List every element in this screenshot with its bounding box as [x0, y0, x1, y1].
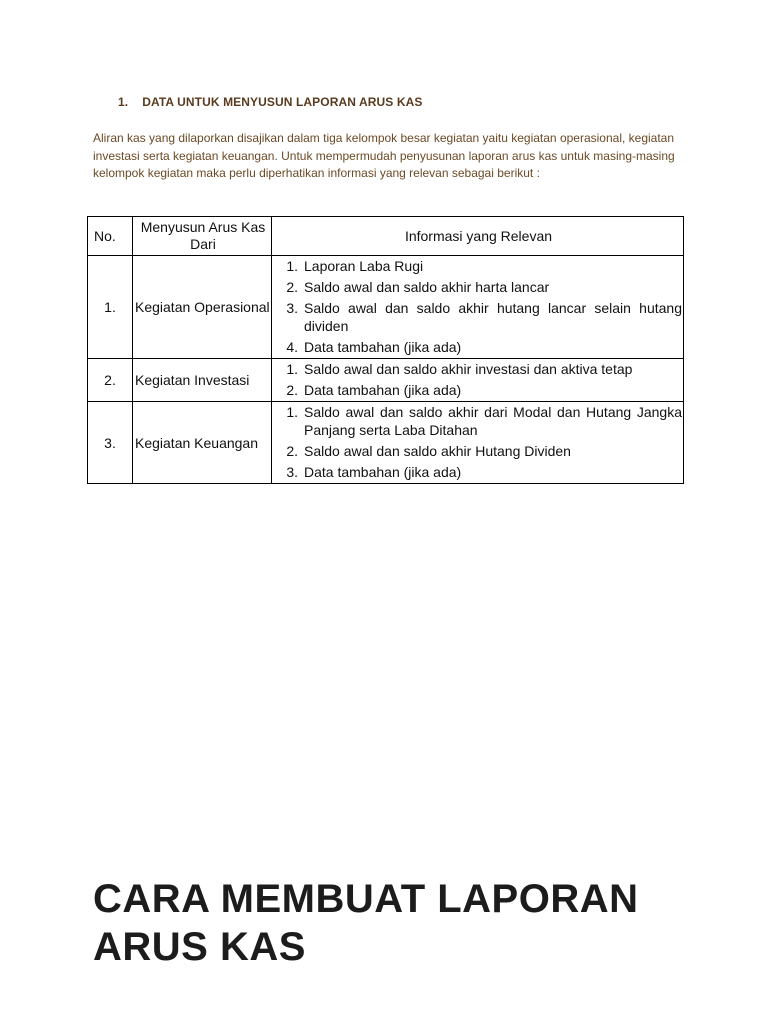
list-item: 1. Saldo awal dan saldo akhir investasi dan aktiva tetap — [286, 361, 633, 377]
list-item: 1. Saldo awal dan saldo akhir dari Modal dan Hutang Jangka Panjang serta Laba Ditahan — [286, 404, 682, 438]
info-list — [274, 359, 683, 401]
info-list — [274, 402, 683, 483]
list-item: 2. Saldo awal dan saldo akhir Hutang Dividen — [286, 443, 571, 459]
document-title — [93, 875, 639, 971]
row-source: Kegiatan Investasi — [133, 359, 272, 402]
row-number: 2. — [88, 359, 133, 402]
row-source: Kegiatan Operasional — [133, 256, 272, 359]
row-info — [272, 359, 684, 402]
list-item: 4. Data tambahan (jika ada) — [286, 339, 462, 355]
intro-paragraph: Aliran kas yang dilaporkan disajikan dalam tiga kelompok besar kegiatan yaitu kegiatan operasional, kegiatan investasi serta kegiatan keuangan. Untuk mempermudah penyusunan laporan arus kas untuk masing-masing kelompok kegiatan maka perlu diperhatikan informasi yang relevan sebagai berikut : — [93, 131, 675, 180]
table-row — [88, 359, 684, 402]
row-number: 3. — [88, 402, 133, 484]
header-source: Menyusun Arus Kas Dari — [133, 217, 272, 256]
list-item: 3. Data tambahan (jika ada) — [286, 464, 462, 480]
table-row — [88, 256, 684, 359]
section-number: 1. — [118, 95, 129, 109]
document-title-line2: ARUS KAS — [93, 925, 306, 969]
header-info: Informasi yang Relevan — [272, 217, 684, 256]
row-info — [272, 256, 684, 359]
list-item: 2. Saldo awal dan saldo akhir harta lancar — [286, 279, 550, 295]
row-info — [272, 402, 684, 484]
table-row — [88, 402, 684, 484]
row-source: Kegiatan Keuangan — [133, 402, 272, 484]
list-item: 3. Saldo awal dan saldo akhir hutang lancar selain hutang dividen — [286, 300, 682, 334]
relevant-info-table — [87, 216, 684, 484]
header-no: No. — [88, 217, 133, 256]
list-item: 2. Data tambahan (jika ada) — [286, 382, 462, 398]
row-number: 1. — [88, 256, 133, 359]
document-title-line1: CARA MEMBUAT LAPORAN — [93, 877, 639, 921]
info-list — [274, 256, 683, 358]
section-heading — [118, 95, 422, 109]
list-item: 1. Laporan Laba Rugi — [286, 258, 424, 274]
section-title: DATA UNTUK MENYUSUN LAPORAN ARUS KAS — [142, 95, 423, 109]
table-header-row — [88, 217, 684, 256]
